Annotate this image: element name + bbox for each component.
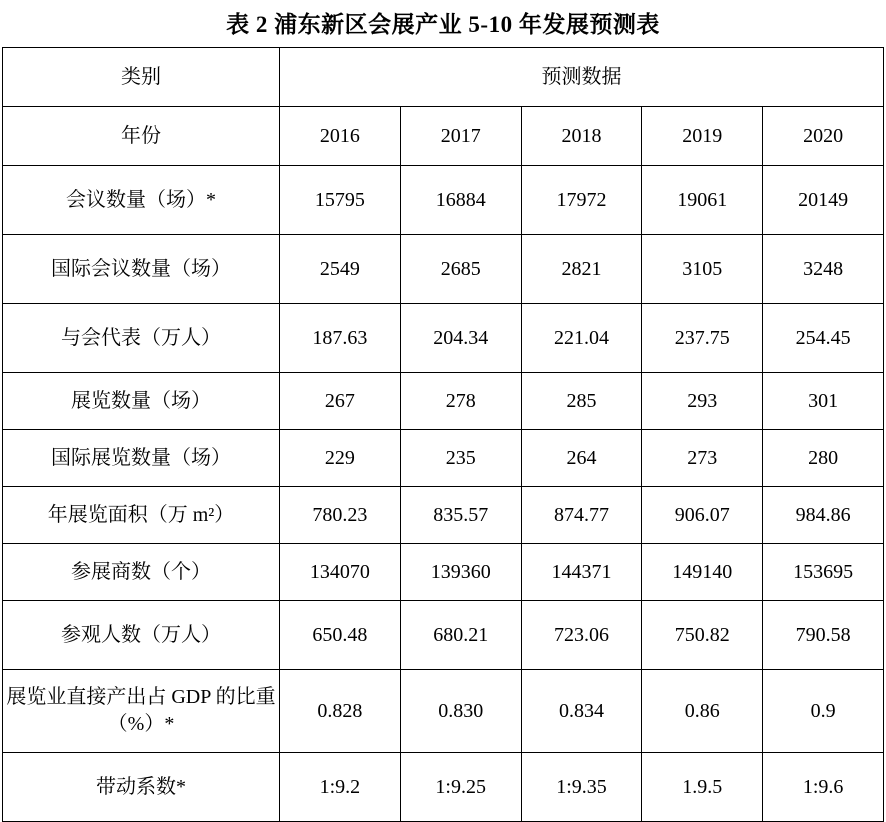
header-cell-category: 类别: [3, 48, 280, 107]
row-value: 790.58: [763, 601, 884, 670]
row-value: 650.48: [280, 601, 401, 670]
row-label: 展览数量（场）: [3, 373, 280, 430]
row-value: 0.9: [763, 670, 884, 753]
row-value: 780.23: [280, 487, 401, 544]
row-label: 年展览面积（万 m²）: [3, 487, 280, 544]
table-header-row-years: [3, 107, 884, 166]
table-row: [3, 304, 884, 373]
row-value: 723.06: [521, 601, 642, 670]
row-value: 2549: [280, 235, 401, 304]
row-value: 264: [521, 430, 642, 487]
row-value: 267: [280, 373, 401, 430]
row-value: 301: [763, 373, 884, 430]
row-value: 2685: [400, 235, 521, 304]
row-value: 153695: [763, 544, 884, 601]
row-value: 20149: [763, 166, 884, 235]
header-cell-year-2017: 2017: [400, 107, 521, 166]
header-cell-year-2019: 2019: [642, 107, 763, 166]
table-row: [3, 544, 884, 601]
row-value: 134070: [280, 544, 401, 601]
row-value: 273: [642, 430, 763, 487]
row-label: 与会代表（万人）: [3, 304, 280, 373]
table-row: [3, 373, 884, 430]
row-label: 国际会议数量（场）: [3, 235, 280, 304]
table-header-row-category: [3, 48, 884, 107]
row-value: 221.04: [521, 304, 642, 373]
header-cell-year-2020: 2020: [763, 107, 884, 166]
row-value: 984.86: [763, 487, 884, 544]
table-row: [3, 601, 884, 670]
row-label: 带动系数*: [3, 753, 280, 822]
row-value: 19061: [642, 166, 763, 235]
table-caption: 表 2 浦东新区会展产业 5-10 年发展预测表: [226, 12, 660, 37]
table-row: [3, 430, 884, 487]
row-value: 139360: [400, 544, 521, 601]
row-value: 229: [280, 430, 401, 487]
row-value: 1.9.5: [642, 753, 763, 822]
row-value: 2821: [521, 235, 642, 304]
row-value: 235: [400, 430, 521, 487]
row-value: 0.86: [642, 670, 763, 753]
row-value: 1:9.35: [521, 753, 642, 822]
row-value: 1:9.2: [280, 753, 401, 822]
header-cell-year-2018: 2018: [521, 107, 642, 166]
row-value: 680.21: [400, 601, 521, 670]
row-value: 0.828: [280, 670, 401, 753]
row-value: 144371: [521, 544, 642, 601]
row-value: 15795: [280, 166, 401, 235]
table-row: [3, 235, 884, 304]
row-value: 204.34: [400, 304, 521, 373]
row-label: 展览业直接产出占 GDP 的比重（%）*: [3, 670, 280, 753]
row-value: 280: [763, 430, 884, 487]
row-value: 149140: [642, 544, 763, 601]
row-label: 参观人数（万人）: [3, 601, 280, 670]
table-row: [3, 166, 884, 235]
row-value: 0.830: [400, 670, 521, 753]
row-value: 293: [642, 373, 763, 430]
table-row: [3, 670, 884, 753]
row-value: 17972: [521, 166, 642, 235]
row-value: 16884: [400, 166, 521, 235]
row-value: 3105: [642, 235, 763, 304]
row-value: 906.07: [642, 487, 763, 544]
header-cell-year: 年份: [3, 107, 280, 166]
row-value: 278: [400, 373, 521, 430]
header-cell-forecast: 预测数据: [280, 48, 884, 107]
row-label: 参展商数（个）: [3, 544, 280, 601]
header-cell-year-2016: 2016: [280, 107, 401, 166]
row-value: 1:9.25: [400, 753, 521, 822]
row-value: 874.77: [521, 487, 642, 544]
row-label: 国际展览数量（场）: [3, 430, 280, 487]
row-value: 285: [521, 373, 642, 430]
row-value: 3248: [763, 235, 884, 304]
row-value: 1:9.6: [763, 753, 884, 822]
row-value: 0.834: [521, 670, 642, 753]
table-row: [3, 753, 884, 822]
forecast-table: [2, 47, 884, 822]
row-label: 会议数量（场）*: [3, 166, 280, 235]
table-row: [3, 487, 884, 544]
row-value: 750.82: [642, 601, 763, 670]
row-value: 187.63: [280, 304, 401, 373]
row-value: 237.75: [642, 304, 763, 373]
row-value: 254.45: [763, 304, 884, 373]
row-value: 835.57: [400, 487, 521, 544]
